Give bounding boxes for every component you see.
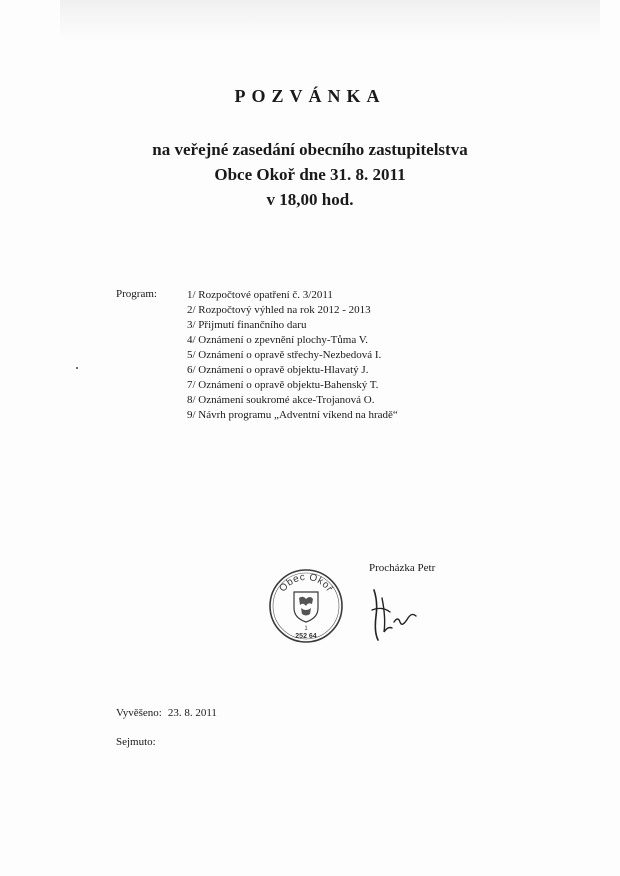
- program-item: 5/ Oznámení o opravě střechy-Nezbedová I.: [187, 349, 382, 361]
- program-item: 7/ Oznámení o opravě objektu-Bahenský T.: [187, 379, 379, 391]
- program-item: 1/ Rozpočtové opatření č. 3/2011: [187, 289, 333, 301]
- posted-line: [116, 707, 217, 719]
- removed-label: Sejmuto:: [116, 736, 156, 748]
- signer-name: Procházka Petr: [369, 562, 436, 574]
- signature-icon: [368, 582, 418, 642]
- meeting-description: na veřejné zasedání obecního zastupitelstva: [152, 140, 468, 159]
- scan-speck: [76, 367, 78, 369]
- stamp-text: Obec Okoř: [277, 571, 335, 595]
- program-item: 6/ Oznámení o opravě objektu-Hlavatý J.: [187, 364, 369, 376]
- program-list: [187, 288, 398, 423]
- program-item: 3/ Přijmutí finančního daru: [187, 319, 307, 331]
- posted-label: Vyvěšeno:: [116, 707, 162, 719]
- program-item: 9/ Návrh programu „Adventní víkend na hradě“: [187, 409, 398, 421]
- program-label: Program:: [116, 288, 157, 300]
- posted-date: 23. 8. 2011: [167, 707, 217, 719]
- meeting-date: Obce Okoř dne 31. 8. 2011: [214, 165, 406, 184]
- program-item: 4/ Oznámení o zpevnění plochy-Tůma V.: [187, 334, 369, 346]
- program-item: 8/ Oznámení soukromé akce-Trojanová O.: [187, 394, 375, 406]
- meeting-time: v 18,00 hod.: [266, 190, 354, 209]
- stamp-postcode: 252 64: [295, 633, 317, 640]
- program-item: 2/ Rozpočtový výhled na rok 2012 - 2013: [187, 304, 371, 316]
- municipal-stamp-icon: [268, 568, 344, 644]
- document-title: POZVÁNKA: [234, 86, 386, 106]
- scan-shadow: [60, 0, 600, 40]
- stamp-number: 1: [304, 626, 308, 632]
